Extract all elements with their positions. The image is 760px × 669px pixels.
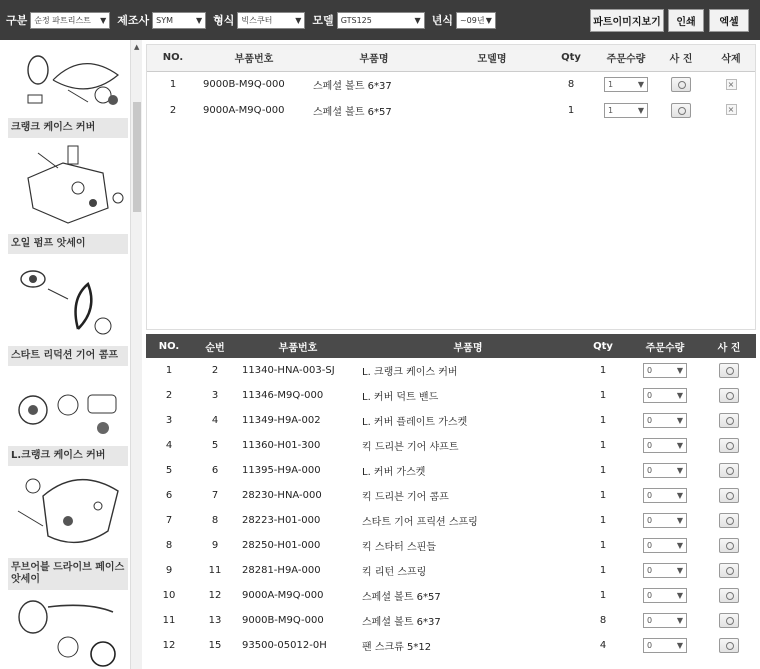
part-seq: 8 [211,515,219,526]
camera-icon[interactable] [671,77,691,92]
cart-header-part: 부품번호 [199,45,309,71]
diagram-thumbnail[interactable] [8,254,128,342]
part-no: 10 [162,590,176,601]
part-number: 28281-H9A-000 [242,565,321,576]
part-number: 11340-HNA-003-SJ [242,365,335,376]
diagram-thumbnail[interactable] [8,380,128,444]
table-row [146,508,756,533]
chevron-down-icon: ▼ [676,366,683,375]
cart-header-name: 부품명 [309,45,439,71]
part-name: 스타트 기어 프릭션 스프링 [362,517,478,528]
part-seq: 3 [211,390,219,401]
chevron-down-icon: ▼ [676,416,683,425]
chevron-down-icon: ▼ [676,441,683,450]
order-qty-select[interactable]: 0 ▼ [643,588,687,603]
diagram-sidebar [0,40,143,669]
scrollbar-thumb[interactable] [133,102,141,212]
parts-list-table [146,334,756,658]
diagram-thumbnail[interactable] [8,592,128,669]
chevron-down-icon: ▼ [676,641,683,650]
sidebar-category-oil-pump[interactable]: 오일 펌프 앗세이 [8,234,128,254]
order-qty-select[interactable]: 0 ▼ [643,463,687,478]
table-row [146,533,756,558]
part-seq: 4 [211,415,219,426]
order-qty-select[interactable]: 0 ▼ [643,638,687,653]
order-qty-select[interactable]: 0 ▼ [643,388,687,403]
camera-icon[interactable] [719,563,739,578]
chevron-down-icon: ▼ [676,391,683,400]
cart-row [147,71,755,97]
part-image-button[interactable]: 파트이미지보기 [590,9,664,32]
table-row [146,383,756,408]
delete-icon[interactable]: × [726,104,737,115]
part-qty: 1 [599,390,607,401]
parts-header-part: 부품번호 [238,334,358,358]
part-name: 킥 드리븐 기어 샤프트 [362,442,459,453]
order-qty-select[interactable]: 0 ▼ [643,413,687,428]
part-name: L. 커버 덕트 밴드 [362,392,439,403]
cart-model [439,71,545,97]
cart-header-photo: 사 진 [655,45,707,71]
cart-header-order: 주문수량 [597,45,655,71]
cart-no: 1 [169,78,177,90]
chevron-down-icon: ▼ [676,516,683,525]
table-row [146,433,756,458]
table-row [146,583,756,608]
part-no: 12 [162,640,176,651]
scroll-up-icon[interactable]: ▲ [134,43,140,51]
cart-qty: 8 [567,78,575,90]
chevron-down-icon: ▼ [637,79,644,89]
part-no: 6 [165,490,173,501]
part-number: 28223-H01-000 [242,515,321,526]
camera-icon[interactable] [719,438,739,453]
part-no: 11 [162,615,176,626]
camera-icon[interactable] [671,103,691,118]
part-name: 킥 스타터 스핀들 [362,542,436,553]
cart-model [439,97,545,123]
gubun-select[interactable]: 순정 파트리스트 ▼ [30,12,110,29]
order-cart-panel [146,44,756,330]
cart-no: 2 [169,104,177,116]
order-qty-select[interactable]: 0 ▼ [643,488,687,503]
cart-order-qty-select[interactable]: 1 ▼ [604,103,648,118]
part-qty: 1 [599,565,607,576]
cart-qty: 1 [567,104,575,116]
chevron-down-icon: ▼ [676,566,683,575]
part-number: 11360-H01-300 [242,440,321,451]
cart-header-qty: Qty [545,45,597,71]
order-qty-select[interactable]: 0 ▼ [643,438,687,453]
cart-part-name: 스페셜 볼트 6*37 [313,80,392,92]
part-no: 5 [165,465,173,476]
parts-header-seq: 순번 [192,334,238,358]
parts-header-name: 부품명 [358,334,578,358]
table-row [146,608,756,633]
parts-list-panel [146,334,756,669]
cart-order-qty-select[interactable]: 1 ▼ [604,77,648,92]
chevron-down-icon: ▼ [676,541,683,550]
cart-part-name: 스페셜 볼트 6*57 [313,106,392,118]
part-number: 9000B-M9Q-000 [242,615,324,626]
part-number: 28230-HNA-000 [242,490,322,501]
diagram-thumbnail[interactable] [8,40,128,114]
part-qty: 1 [599,490,607,501]
parts-header-qty: Qty [578,334,628,358]
camera-icon[interactable] [719,538,739,553]
order-qty-select[interactable]: 0 ▼ [643,363,687,378]
diagram-thumbnail-image [8,592,128,669]
year-label: 년식 [431,14,453,27]
part-seq: 13 [208,615,222,626]
sidebar-scrollbar[interactable] [130,40,142,669]
camera-icon[interactable] [719,638,739,653]
order-qty-select[interactable]: 0 ▼ [643,563,687,578]
part-qty: 1 [599,540,607,551]
part-number: 93500-05012-0H [242,640,327,651]
chevron-down-icon: ▼ [676,491,683,500]
part-name: L. 크랭크 케이스 커버 [362,367,458,378]
cart-header-model: 모델명 [439,45,545,71]
cart-header-no: NO. [147,45,199,71]
order-qty-select[interactable]: 0 ▼ [643,538,687,553]
chevron-down-icon: ▼ [196,15,203,25]
diagram-thumbnail-image [8,254,128,342]
chevron-down-icon: ▼ [100,15,107,25]
chevron-down-icon: ▼ [295,15,302,25]
part-seq: 6 [211,465,219,476]
sidebar-category-crankcase-cover[interactable]: 크랭크 케이스 커버 [8,118,128,138]
part-seq: 9 [211,540,219,551]
part-qty: 1 [599,590,607,601]
table-row [146,458,756,483]
camera-icon[interactable] [719,488,739,503]
part-no: 3 [165,415,173,426]
part-name: L. 커버 플레이트 가스켓 [362,417,468,428]
part-no: 4 [165,440,173,451]
part-name: 킥 리턴 스프링 [362,567,427,578]
part-seq: 12 [208,590,222,601]
part-qty: 4 [599,640,607,651]
part-qty: 1 [599,415,607,426]
parts-header-no: NO. [146,334,192,358]
part-qty: 1 [599,365,607,376]
diagram-thumbnail[interactable] [8,466,128,556]
order-cart-table [147,45,755,123]
order-qty-select[interactable]: 0 ▼ [643,513,687,528]
part-no: 7 [165,515,173,526]
diagram-thumbnail-image [8,138,128,230]
cart-header-row [147,45,755,71]
part-name: 스페셜 볼트 6*37 [362,617,441,628]
parts-header-row [146,334,756,358]
camera-icon[interactable] [719,363,739,378]
model-select[interactable]: GTS125 ▼ [337,12,425,29]
part-number: 11346-M9Q-000 [242,390,324,401]
part-no: 8 [165,540,173,551]
diagram-thumbnail-image [8,40,128,114]
part-seq: 15 [208,640,222,651]
part-no: 9 [165,565,173,576]
maker-label: 제조사 [117,14,150,27]
parts-header-photo: 사 진 [702,334,756,358]
chevron-down-icon: ▼ [485,15,492,25]
gubun-label: 구분 [6,14,28,27]
part-seq: 11 [208,565,222,576]
order-qty-select[interactable]: 0 ▼ [643,613,687,628]
year-select[interactable]: ~09년 ▼ [456,12,496,29]
part-qty: 1 [599,465,607,476]
camera-icon[interactable] [719,513,739,528]
diagram-thumbnail[interactable] [8,138,128,230]
part-seq: 7 [211,490,219,501]
part-name: 스페셜 볼트 6*57 [362,592,441,603]
cart-part-number: 9000A-M9Q-000 [203,104,285,116]
part-no: 1 [165,365,173,376]
sidebar-category-l-crankcase-cover[interactable]: L.크랭크 케이스 커버 [8,446,128,466]
table-row [146,483,756,508]
cart-part-number: 9000B-M9Q-000 [203,78,285,90]
diagram-thumbnail-image [8,380,128,444]
delete-icon[interactable]: × [726,79,737,90]
chevron-down-icon: ▼ [676,616,683,625]
chevron-down-icon: ▼ [414,15,421,25]
excel-button[interactable]: 엑셀 [709,9,749,32]
chevron-down-icon: ▼ [637,105,644,115]
table-row [146,358,756,383]
print-button[interactable]: 인쇄 [668,9,704,32]
part-number: 11349-H9A-002 [242,415,321,426]
type-label: 형식 [213,14,235,27]
part-qty: 1 [599,440,607,451]
part-number: 11395-H9A-000 [242,465,321,476]
part-number: 9000A-M9Q-000 [242,590,324,601]
part-number: 28250-H01-000 [242,540,321,551]
camera-icon[interactable] [719,588,739,603]
model-label: 모델 [312,14,334,27]
part-seq: 5 [211,440,219,451]
chevron-down-icon: ▼ [676,466,683,475]
cart-header-delete: 삭제 [707,45,755,71]
camera-icon[interactable] [719,463,739,478]
part-qty: 8 [599,615,607,626]
table-row [146,558,756,583]
cart-row [147,97,755,123]
camera-icon[interactable] [719,613,739,628]
chevron-down-icon: ▼ [676,591,683,600]
camera-icon[interactable] [719,413,739,428]
parts-header-order: 주문수량 [628,334,702,358]
part-qty: 1 [599,515,607,526]
part-name: 팬 스크류 5*12 [362,642,432,653]
sidebar-category-start-reduction-gear[interactable]: 스타트 리덕션 기어 콤프 [8,346,128,366]
camera-icon[interactable] [719,388,739,403]
maker-select[interactable]: SYM ▼ [152,12,206,29]
part-name: L. 커버 가스켓 [362,467,426,478]
part-seq: 2 [211,365,219,376]
part-no: 2 [165,390,173,401]
type-select[interactable]: 빅스쿠터 ▼ [237,12,305,29]
sidebar-category-movable-drive-face[interactable]: 무브어블 드라이브 페이스 앗세이 [8,558,128,590]
diagram-thumbnail-image [8,466,128,556]
part-name: 킥 드리븐 기어 콤프 [362,492,449,503]
table-row [146,408,756,433]
table-row [146,633,756,658]
